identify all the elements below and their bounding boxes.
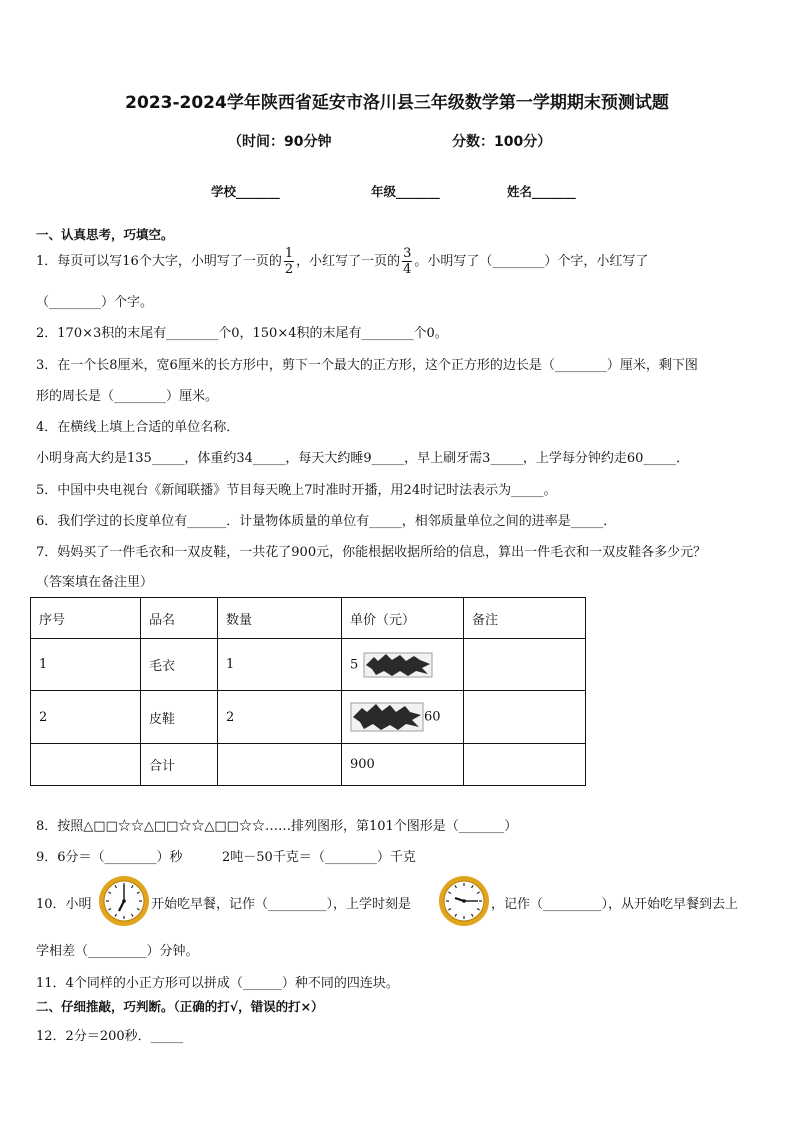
- section-1-title: 一、认真思考，巧填空。: [36, 227, 174, 242]
- cell-qty: 1: [218, 639, 342, 691]
- header-cell: 品名: [141, 598, 218, 639]
- cell-no: [31, 744, 141, 786]
- table-row: [31, 744, 586, 786]
- receipt-table: [30, 597, 586, 786]
- header-cell: 备注: [464, 598, 586, 639]
- question-3: 3．在一个长8厘米，宽6厘米的长方形中，剪下一个最大的正方形，这个正方形的边长是（________）厘米，剩下图: [36, 358, 698, 373]
- question-4-line-2: 小明身高大约是135_____，体重约34_____，每天大约睡9_____，早上刷牙需3_____，上学每分钟约走60_____．: [36, 451, 689, 466]
- cell-price: [342, 691, 464, 744]
- header-cell: 单价（元）: [342, 598, 464, 639]
- name-field: 姓名_______: [507, 184, 576, 199]
- grade-field: 年级_______: [371, 184, 440, 199]
- question-7-line-2: （答案填在备注里）: [36, 575, 154, 590]
- fraction-denominator: 4: [403, 262, 412, 277]
- question-12: 12．2分＝200秒．_____: [36, 1029, 184, 1044]
- question-3-line-2: 形的周长是（________）厘米。: [36, 389, 219, 404]
- price-visible-digit: 5: [350, 657, 359, 672]
- exam-time: （时间：90分钟: [228, 134, 332, 150]
- ink-blot-icon: [362, 650, 434, 680]
- q1-text-b: ，小红写了一页的: [296, 254, 401, 269]
- question-5: 5．中国中央电视台《新闻联播》节目每天晚上7时准时开播，用24时记时法表示为_____。: [36, 483, 557, 498]
- q1-text-c: 。小明写了（________）个字，小红写了: [414, 254, 649, 269]
- cell-qty: [218, 744, 342, 786]
- fraction-denominator: 2: [284, 262, 294, 277]
- cell-note: [464, 639, 586, 691]
- question-6: 6．我们学过的长度单位有______．计量物体质量的单位有_____，相邻质量单位之间的进率是_____．: [36, 514, 617, 529]
- cell-note: [464, 744, 586, 786]
- question-1: [36, 246, 648, 277]
- cell-price: 900: [342, 744, 464, 786]
- cell-no: 1: [31, 639, 141, 691]
- section-2-title: 二、仔细推敲，巧判断。（正确的打√，错误的打×）: [36, 999, 324, 1014]
- fraction-one-half: [284, 246, 294, 277]
- question-7: 7．妈妈买了一件毛衣和一双皮鞋，一共花了900元，你能根据收据所给的信息，算出一件毛衣和一双皮鞋各多少元？: [36, 545, 707, 560]
- question-10-part-b: 开始吃早餐，记作（_________），上学时刻是: [151, 897, 412, 912]
- cell-qty: 2: [218, 691, 342, 744]
- clock-breakfast-icon: [97, 874, 151, 928]
- question-10-part-c: ，记作（_________），从开始吃早餐到去上: [491, 897, 739, 912]
- header-cell: 数量: [218, 598, 342, 639]
- cell-price: [342, 639, 464, 691]
- question-10-part-a: 10．小明: [36, 897, 92, 912]
- clock-school-icon: [437, 874, 491, 928]
- question-1-line-2: （________）个字。: [36, 295, 154, 310]
- cell-no: 2: [31, 691, 141, 744]
- fraction-numerator: 1: [284, 246, 294, 261]
- school-field: 学校_______: [211, 184, 280, 199]
- cell-item: 合计: [141, 744, 218, 786]
- cell-item: 毛衣: [141, 639, 218, 691]
- cell-note: [464, 691, 586, 744]
- q1-text-a: 1．每页可以写16个大字，小明写了一页的: [36, 254, 282, 269]
- cell-item: 皮鞋: [141, 691, 218, 744]
- question-4: 4．在横线上填上合适的单位名称．: [36, 420, 240, 435]
- table-row: [31, 691, 586, 744]
- ink-blot-icon: [350, 700, 424, 734]
- question-9-part-a: 9．6分＝（________）秒: [36, 850, 183, 865]
- question-2: 2．170×3积的末尾有________个0，150×4积的末尾有________个0。: [36, 326, 448, 341]
- header-cell: 序号: [31, 598, 141, 639]
- page-title: 2023-2024学年陕西省延安市洛川县三年级数学第一学期期末预测试题: [125, 93, 669, 113]
- fraction-three-quarters: [402, 246, 412, 277]
- question-11: 11．4个同样的小正方形可以拼成（______）种不同的四连块。: [36, 976, 399, 991]
- table-header-row: [31, 598, 586, 639]
- price-visible-digits: 60: [424, 709, 441, 725]
- exam-score: 分数：100分）: [452, 134, 552, 150]
- table-row: [31, 639, 586, 691]
- question-8: 8．按照△□□☆☆△□□☆☆△□□☆☆……排列图形，第101个图形是（_______）: [36, 819, 518, 834]
- question-10-line-2: 学相差（_________）分钟。: [36, 944, 199, 959]
- question-9-part-b: 2吨－50千克＝（________）千克: [222, 850, 416, 865]
- fraction-numerator: 3: [403, 246, 412, 261]
